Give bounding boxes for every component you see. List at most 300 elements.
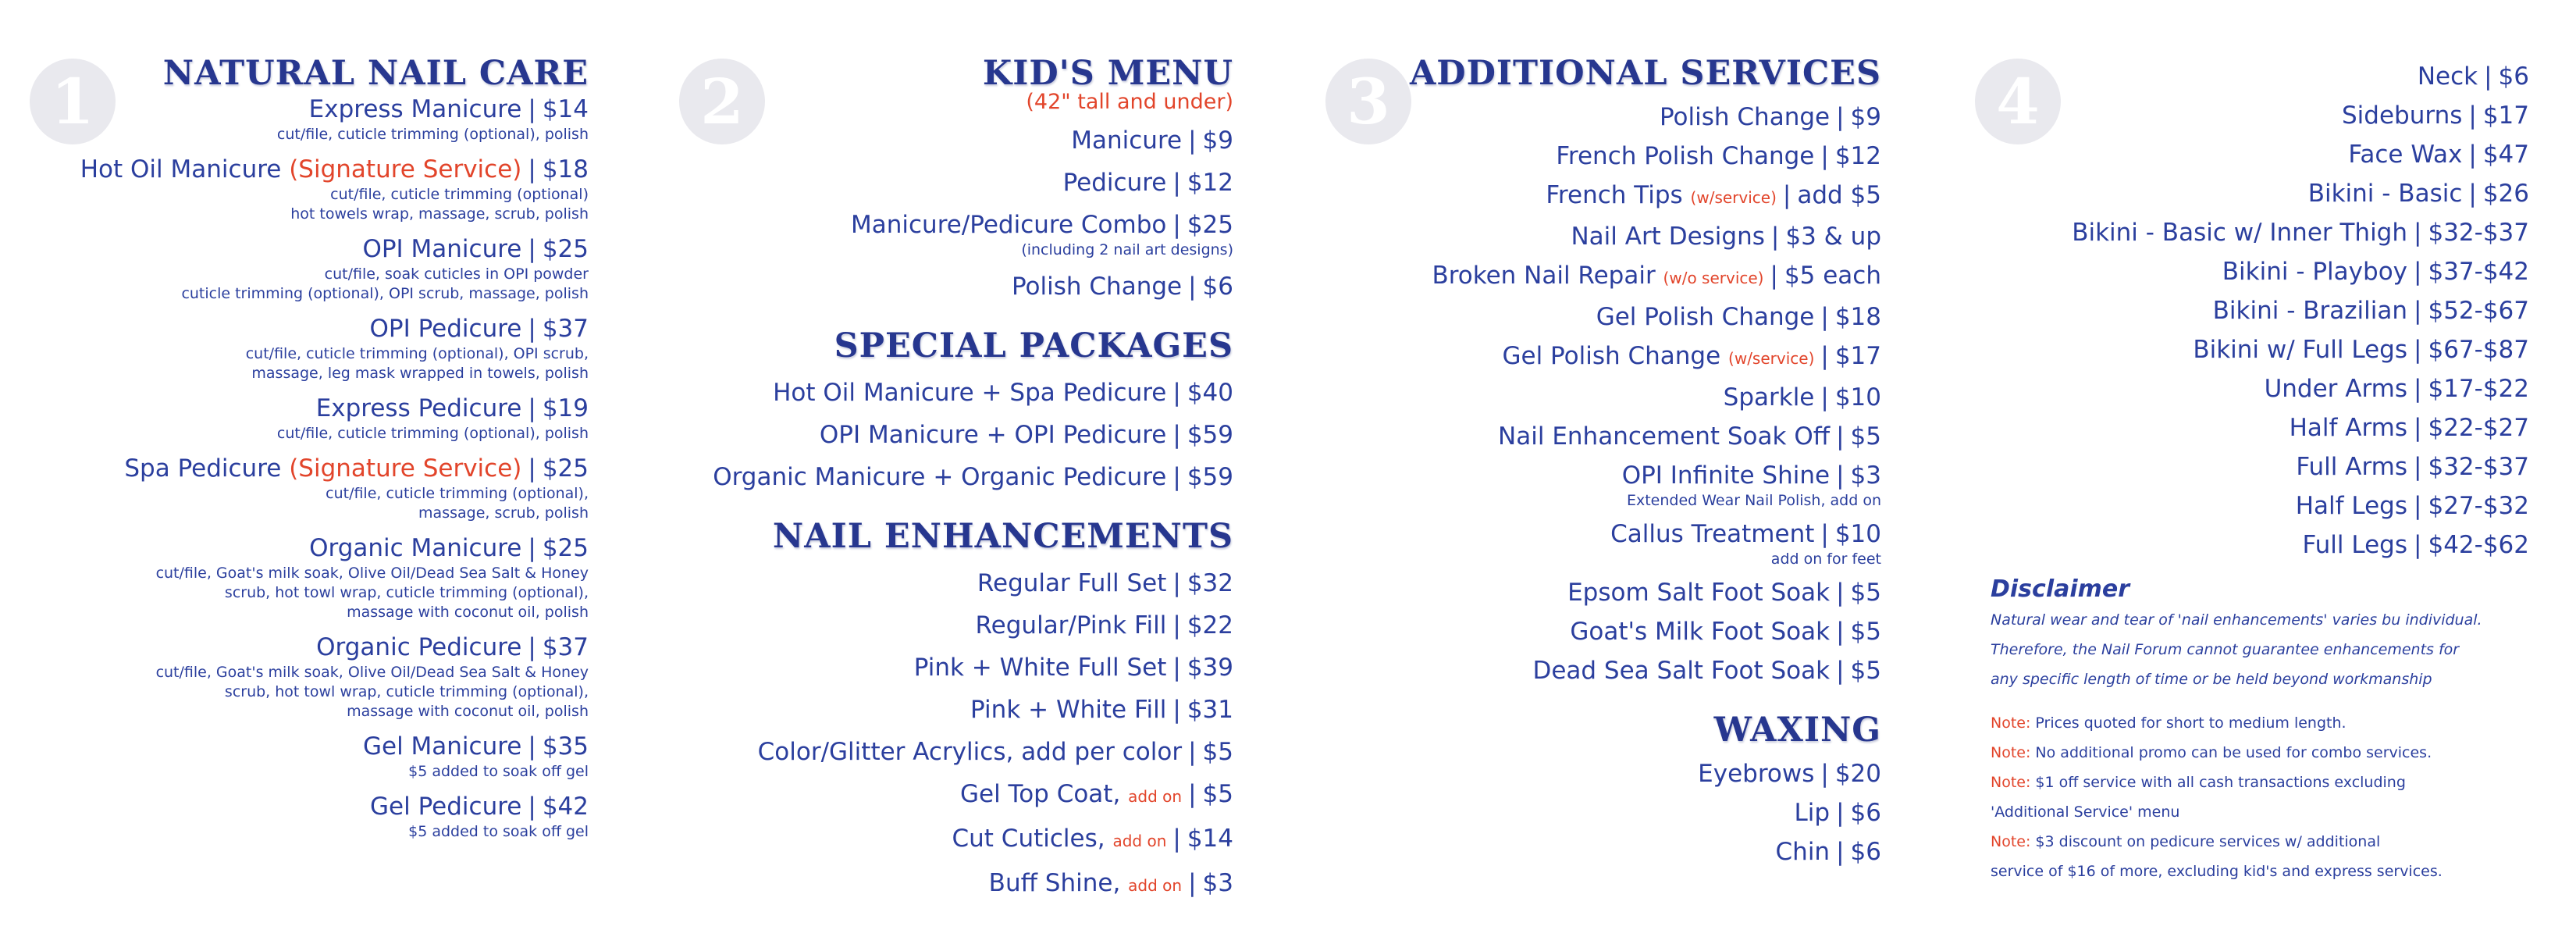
price-separator: | — [1820, 383, 1829, 411]
service-name: OPI Infinite Shine — [1621, 461, 1831, 490]
service-price: $52-$67 — [2428, 297, 2529, 325]
price-separator: | — [1836, 838, 1845, 866]
service-price: $18 — [542, 155, 589, 183]
service-name: Neck — [2417, 62, 2478, 91]
service-item — [664, 736, 1233, 768]
service-line — [664, 823, 1233, 857]
note-label: Note: — [1991, 833, 2031, 850]
service-item — [1311, 758, 1881, 789]
service-price: $6 — [1202, 273, 1233, 301]
price-separator: | — [1820, 342, 1829, 370]
menu-section — [664, 516, 1233, 901]
column-content — [16, 53, 589, 842]
service-name: Organic Pedicure — [316, 633, 522, 661]
menu-section — [664, 326, 1233, 493]
note-line — [1991, 797, 2537, 827]
service-line — [1959, 295, 2529, 326]
service-list — [664, 377, 1233, 493]
service-name: Express Manicure — [308, 95, 522, 123]
service-line — [1311, 518, 1881, 550]
service-line — [1311, 382, 1881, 413]
service-line — [1959, 490, 2529, 522]
service-item — [664, 167, 1233, 198]
menu-section — [16, 53, 589, 842]
service-name: Goat's Milk Foot Soak — [1570, 618, 1831, 646]
service-item — [1959, 373, 2529, 404]
service-item — [1311, 102, 1881, 133]
price-separator: | — [1836, 618, 1845, 646]
service-item — [1311, 340, 1881, 374]
disclaimer-line: Therefore, the Nail Forum cannot guarantee enhancements for — [1991, 641, 2460, 658]
note-label: Note: — [1991, 774, 2031, 791]
service-name: OPI Pedicure — [369, 315, 522, 343]
service-line — [16, 533, 589, 564]
note-text: Prices quoted for short to medium length. — [2030, 714, 2347, 732]
section-subheading: (42" tall and under) — [1026, 90, 1233, 114]
service-name: Gel Top Coat, — [959, 780, 1129, 808]
disclaimer-line: any specific length of time or be held beyond workmanship — [1991, 671, 2432, 688]
service-line — [1311, 797, 1881, 828]
service-description: add on for feet — [1770, 550, 1881, 568]
service-line — [664, 377, 1233, 408]
service-description: $5 added to soak off gel — [408, 763, 589, 780]
price-separator: | — [528, 95, 536, 123]
service-name: Polish Change — [1659, 103, 1831, 131]
service-line — [16, 154, 589, 185]
service-item — [1311, 301, 1881, 333]
service-list — [664, 568, 1233, 901]
service-price: $35 — [542, 732, 589, 761]
service-line — [1311, 260, 1881, 294]
service-description: cuticle trimming (optional), OPI scrub, massage, polish — [181, 285, 589, 302]
menu-column-2 — [664, 0, 1233, 937]
price-separator: | — [1188, 126, 1197, 155]
price-separator: | — [2468, 102, 2477, 130]
service-line — [16, 313, 589, 344]
service-name: Broken Nail Repair — [1432, 262, 1663, 290]
service-price: $12 — [1834, 142, 1881, 170]
service-line — [1959, 529, 2529, 561]
service-price: $25 — [542, 454, 589, 483]
service-name: Gel Polish Change — [1502, 342, 1729, 370]
service-price: $10 — [1834, 383, 1881, 411]
price-separator: | — [528, 315, 536, 343]
service-price: $5 — [1850, 657, 1881, 685]
service-item — [1959, 529, 2529, 561]
service-price: $5 — [1202, 780, 1233, 808]
service-price: $5 — [1850, 579, 1881, 607]
section-heading: NATURAL NAIL CARE — [162, 54, 589, 93]
service-name: Gel Pedicure — [370, 793, 522, 821]
section-heading: NAIL ENHANCEMENTS — [772, 517, 1233, 556]
service-note: (w/service) — [1728, 349, 1815, 368]
service-description: cut/file, cuticle trimming (optional), polish — [276, 425, 589, 442]
price-separator: | — [1172, 825, 1181, 853]
disclaimer-block — [1991, 574, 2537, 886]
service-name: Gel Manicure — [362, 732, 522, 761]
price-separator: | — [1172, 611, 1181, 640]
service-item — [664, 823, 1233, 857]
service-price: $14 — [542, 95, 589, 123]
service-price: $17-$22 — [2428, 375, 2529, 403]
price-separator: | — [1188, 738, 1197, 766]
service-line — [1311, 301, 1881, 333]
service-line — [1959, 334, 2529, 365]
price-separator: | — [1820, 520, 1829, 548]
price-separator: | — [2468, 141, 2477, 169]
note-text: $3 discount on pedicure services w/ additional — [2030, 833, 2381, 850]
price-separator: | — [1172, 569, 1181, 597]
service-line — [664, 694, 1233, 725]
service-line — [664, 125, 1233, 156]
service-price: $9 — [1202, 126, 1233, 155]
service-line — [1959, 217, 2529, 248]
price-separator: | — [2414, 531, 2422, 559]
service-name: Spa Pedicure — [124, 454, 290, 483]
price-separator: | — [1820, 760, 1829, 788]
service-name: Pink + White Fill — [970, 696, 1167, 724]
service-description: scrub, hot towl wrap, cuticle trimming (optional), — [224, 683, 589, 700]
price-separator: | — [1172, 654, 1181, 682]
column-content — [664, 53, 1233, 901]
service-line — [1311, 102, 1881, 133]
service-item — [1311, 518, 1881, 569]
service-name: French Tips — [1546, 181, 1691, 209]
service-item — [1959, 295, 2529, 326]
service-line — [1959, 256, 2529, 287]
service-name: Half Legs — [2295, 492, 2408, 520]
service-price: $6 — [1850, 799, 1881, 827]
service-line — [1311, 421, 1881, 452]
step-number-circle: 1 — [30, 59, 116, 144]
service-item — [664, 271, 1233, 302]
service-line — [16, 94, 589, 125]
service-name: Lip — [1794, 799, 1831, 827]
service-name: Manicure — [1071, 126, 1183, 155]
service-line — [1311, 340, 1881, 374]
service-price: $32-$37 — [2428, 453, 2529, 481]
signature-tag: (Signature Service) — [289, 454, 522, 483]
service-item — [1959, 61, 2529, 92]
service-item — [664, 209, 1233, 260]
service-line — [664, 778, 1233, 812]
service-line — [664, 736, 1233, 768]
service-name: Bikini - Playboy — [2222, 258, 2408, 286]
service-list — [16, 94, 589, 842]
service-price: $42-$62 — [2428, 531, 2529, 559]
service-note: (w/service) — [1690, 188, 1777, 207]
note-label: Note: — [1991, 714, 2031, 732]
price-separator: | — [1172, 379, 1181, 407]
service-description: cut/file, soak cuticles in OPI powder — [324, 265, 589, 283]
service-description: cut/file, cuticle trimming (optional) — [330, 186, 589, 203]
service-name: Hot Oil Manicure + Spa Pedicure — [773, 379, 1167, 407]
service-price: $37 — [542, 633, 589, 661]
service-price: $5 — [1850, 422, 1881, 451]
menu-column-3 — [1311, 0, 1881, 937]
service-name: Nail Art Designs — [1571, 223, 1765, 251]
service-item — [1311, 836, 1881, 868]
service-list — [1311, 758, 1881, 868]
service-name: Callus Treatment — [1610, 520, 1815, 548]
service-item — [664, 568, 1233, 599]
service-price: $32 — [1187, 569, 1233, 597]
service-description: cut/file, Goat's milk soak, Olive Oil/Dead Sea Salt & Honey — [155, 565, 589, 582]
price-separator: | — [2414, 336, 2422, 364]
service-name: Regular/Pink Fill — [975, 611, 1167, 640]
service-item — [1311, 421, 1881, 452]
service-name: Full Arms — [2296, 453, 2408, 481]
service-price: add $5 — [1797, 181, 1881, 209]
price-separator: | — [528, 534, 536, 562]
price-separator: | — [1188, 780, 1197, 808]
service-line — [1959, 100, 2529, 131]
service-item — [1311, 382, 1881, 413]
price-separator: | — [528, 454, 536, 483]
service-line — [16, 393, 589, 424]
note-text: service of $16 of more, excluding kid's and express services. — [1991, 863, 2443, 880]
service-description: cut/file, cuticle trimming (optional), — [326, 485, 589, 502]
service-item — [16, 533, 589, 622]
service-name: Express Pedicure — [315, 394, 522, 422]
signature-tag: (Signature Service) — [289, 155, 522, 183]
service-name: Gel Polish Change — [1596, 303, 1815, 331]
service-name: Polish Change — [1011, 273, 1183, 301]
service-price: $39 — [1187, 654, 1233, 682]
service-price: $37-$42 — [2428, 258, 2529, 286]
service-price: $25 — [542, 235, 589, 263]
price-separator: | — [1172, 211, 1181, 239]
service-note: add on — [1128, 876, 1183, 895]
column-content — [1311, 53, 1881, 868]
service-name: Regular Full Set — [977, 569, 1167, 597]
note-line — [1991, 738, 2537, 768]
service-price: $40 — [1187, 379, 1233, 407]
service-item — [664, 125, 1233, 156]
service-line — [1311, 836, 1881, 868]
menu-column-1 — [16, 0, 589, 937]
service-line — [1311, 180, 1881, 213]
service-price: $18 — [1834, 303, 1881, 331]
price-separator: | — [1172, 421, 1181, 449]
service-description: $5 added to soak off gel — [408, 823, 589, 840]
service-name: Buff Shine, — [988, 869, 1129, 897]
service-item — [664, 461, 1233, 493]
price-separator: | — [1836, 422, 1845, 451]
note-line — [1991, 857, 2537, 886]
service-list — [664, 125, 1233, 302]
service-price: $5 — [1202, 738, 1233, 766]
service-price: $10 — [1834, 520, 1881, 548]
service-price: $5 — [1850, 618, 1881, 646]
service-line — [664, 461, 1233, 493]
service-price: $19 — [542, 394, 589, 422]
notes-list — [1991, 708, 2537, 886]
price-separator: | — [1836, 461, 1845, 490]
service-price: $3 & up — [1785, 223, 1881, 251]
service-line — [664, 610, 1233, 641]
service-price: $12 — [1187, 169, 1233, 197]
service-note: (w/o service) — [1663, 269, 1764, 287]
service-description: cut/file, Goat's milk soak, Olive Oil/Dead Sea Salt & Honey — [155, 664, 589, 681]
service-name: Chin — [1775, 838, 1831, 866]
service-name: Bikini - Basic w/ Inner Thigh — [2072, 219, 2408, 247]
menu-column-4 — [1959, 0, 2529, 937]
service-description: massage, scrub, polish — [418, 504, 589, 522]
service-item — [1959, 100, 2529, 131]
service-price: $67-$87 — [2428, 336, 2529, 364]
service-description: (including 2 nail art designs) — [1021, 241, 1233, 258]
menu-section — [664, 53, 1233, 302]
note-text: No additional promo can be used for combo services. — [2030, 744, 2432, 761]
service-price: $25 — [1187, 211, 1233, 239]
price-separator: | — [1820, 142, 1829, 170]
service-description: cut/file, cuticle trimming (optional), polish — [276, 126, 589, 143]
service-line — [1311, 577, 1881, 608]
service-description: massage with coconut oil, polish — [347, 703, 589, 720]
service-line — [664, 652, 1233, 683]
section-heading: WAXING — [1713, 711, 1881, 750]
price-separator: | — [1188, 273, 1197, 301]
service-name: Bikini w/ Full Legs — [2193, 336, 2408, 364]
service-price: $32-$37 — [2428, 219, 2529, 247]
service-item — [1311, 616, 1881, 647]
service-name: Sparkle — [1723, 383, 1815, 411]
service-name: Half Arms — [2289, 414, 2408, 442]
step-number-circle: 4 — [1975, 59, 2061, 144]
service-name: Bikini - Basic — [2307, 180, 2463, 208]
service-item — [1311, 460, 1881, 511]
price-separator: | — [1836, 657, 1845, 685]
price-separator: | — [2414, 219, 2422, 247]
service-item — [1959, 178, 2529, 209]
price-separator: | — [528, 633, 536, 661]
note-text: $1 off service with all cash transactions excluding — [2030, 774, 2406, 791]
price-separator: | — [528, 155, 536, 183]
menu-section — [1959, 61, 2529, 561]
service-item — [1959, 217, 2529, 248]
price-separator: | — [2414, 297, 2422, 325]
service-name: OPI Manicure + OPI Pedicure — [819, 421, 1167, 449]
service-line — [664, 209, 1233, 240]
service-description: massage, leg mask wrapped in towels, polish — [251, 365, 589, 382]
service-name: Epsom Salt Foot Soak — [1567, 579, 1831, 607]
price-separator: | — [528, 394, 536, 422]
service-item — [16, 453, 589, 523]
service-price: $9 — [1850, 103, 1881, 131]
service-line — [1959, 373, 2529, 404]
step-number-circle: 2 — [679, 59, 765, 144]
service-item — [664, 868, 1233, 901]
disclaimer-line: Natural wear and tear of 'nail enhancements' varies bu individual. — [1991, 611, 2482, 629]
service-line — [16, 791, 589, 822]
price-separator: | — [1770, 262, 1778, 290]
service-item — [1311, 221, 1881, 252]
service-line — [1311, 655, 1881, 686]
service-name: Pink + White Full Set — [913, 654, 1167, 682]
price-separator: | — [2484, 62, 2492, 91]
price-separator: | — [528, 793, 536, 821]
service-description: cut/file, cuticle trimming (optional), OPI scrub, — [245, 345, 589, 362]
note-line — [1991, 708, 2537, 738]
service-item — [664, 694, 1233, 725]
service-line — [16, 632, 589, 663]
service-name: Organic Manicure + Organic Pedicure — [713, 463, 1167, 491]
service-name: Under Arms — [2264, 375, 2408, 403]
service-item — [1959, 334, 2529, 365]
service-item — [16, 632, 589, 721]
service-name: Cut Cuticles, — [952, 825, 1113, 853]
price-separator: | — [1172, 463, 1181, 491]
note-line — [1991, 768, 2537, 797]
service-line — [16, 453, 589, 484]
service-price: $26 — [2482, 180, 2529, 208]
service-price: $3 — [1202, 869, 1233, 897]
price-separator: | — [1172, 169, 1181, 197]
service-price: $3 — [1850, 461, 1881, 490]
price-separator: | — [1836, 579, 1845, 607]
service-line — [16, 731, 589, 762]
price-separator: | — [528, 732, 536, 761]
service-price: $47 — [2482, 141, 2529, 169]
column-content — [1959, 53, 2529, 561]
service-list — [1959, 61, 2529, 561]
service-name: Pedicure — [1062, 169, 1167, 197]
service-item — [1959, 256, 2529, 287]
section-heading: SPECIAL PACKAGES — [834, 326, 1233, 365]
service-name: Bikini - Brazilian — [2212, 297, 2408, 325]
service-line — [664, 167, 1233, 198]
service-price: $20 — [1834, 760, 1881, 788]
service-item — [1959, 451, 2529, 483]
service-line — [1311, 141, 1881, 172]
service-item — [664, 652, 1233, 683]
service-item — [16, 313, 589, 383]
service-name: Face Wax — [2348, 141, 2463, 169]
service-name: French Polish Change — [1556, 142, 1815, 170]
service-name: Full Legs — [2302, 531, 2408, 559]
service-price: $27-$32 — [2428, 492, 2529, 520]
service-price: $31 — [1187, 696, 1233, 724]
service-name: Hot Oil Manicure — [80, 155, 290, 183]
disclaimer-title: Disclaimer — [1991, 575, 2130, 603]
service-item — [16, 393, 589, 444]
service-note: add on — [1128, 787, 1183, 806]
price-separator: | — [1836, 103, 1845, 131]
service-price: $6 — [2498, 62, 2529, 91]
price-separator: | — [2468, 180, 2477, 208]
price-separator: | — [2414, 258, 2422, 286]
service-item — [1959, 412, 2529, 444]
service-item — [1311, 797, 1881, 828]
price-separator: | — [1782, 181, 1791, 209]
service-line — [1959, 139, 2529, 170]
service-line — [1959, 412, 2529, 444]
service-line — [1959, 451, 2529, 483]
service-name: Nail Enhancement Soak Off — [1498, 422, 1831, 451]
service-item — [16, 154, 589, 224]
service-price: $59 — [1187, 463, 1233, 491]
service-line — [1311, 460, 1881, 491]
service-item — [1311, 260, 1881, 294]
service-line — [16, 233, 589, 265]
step-number-circle: 3 — [1325, 59, 1411, 144]
service-item — [664, 778, 1233, 812]
price-separator: | — [1820, 303, 1829, 331]
menu-section — [1311, 53, 1881, 686]
service-price: $22-$27 — [2428, 414, 2529, 442]
service-name: Color/Glitter Acrylics, add per color — [757, 738, 1183, 766]
